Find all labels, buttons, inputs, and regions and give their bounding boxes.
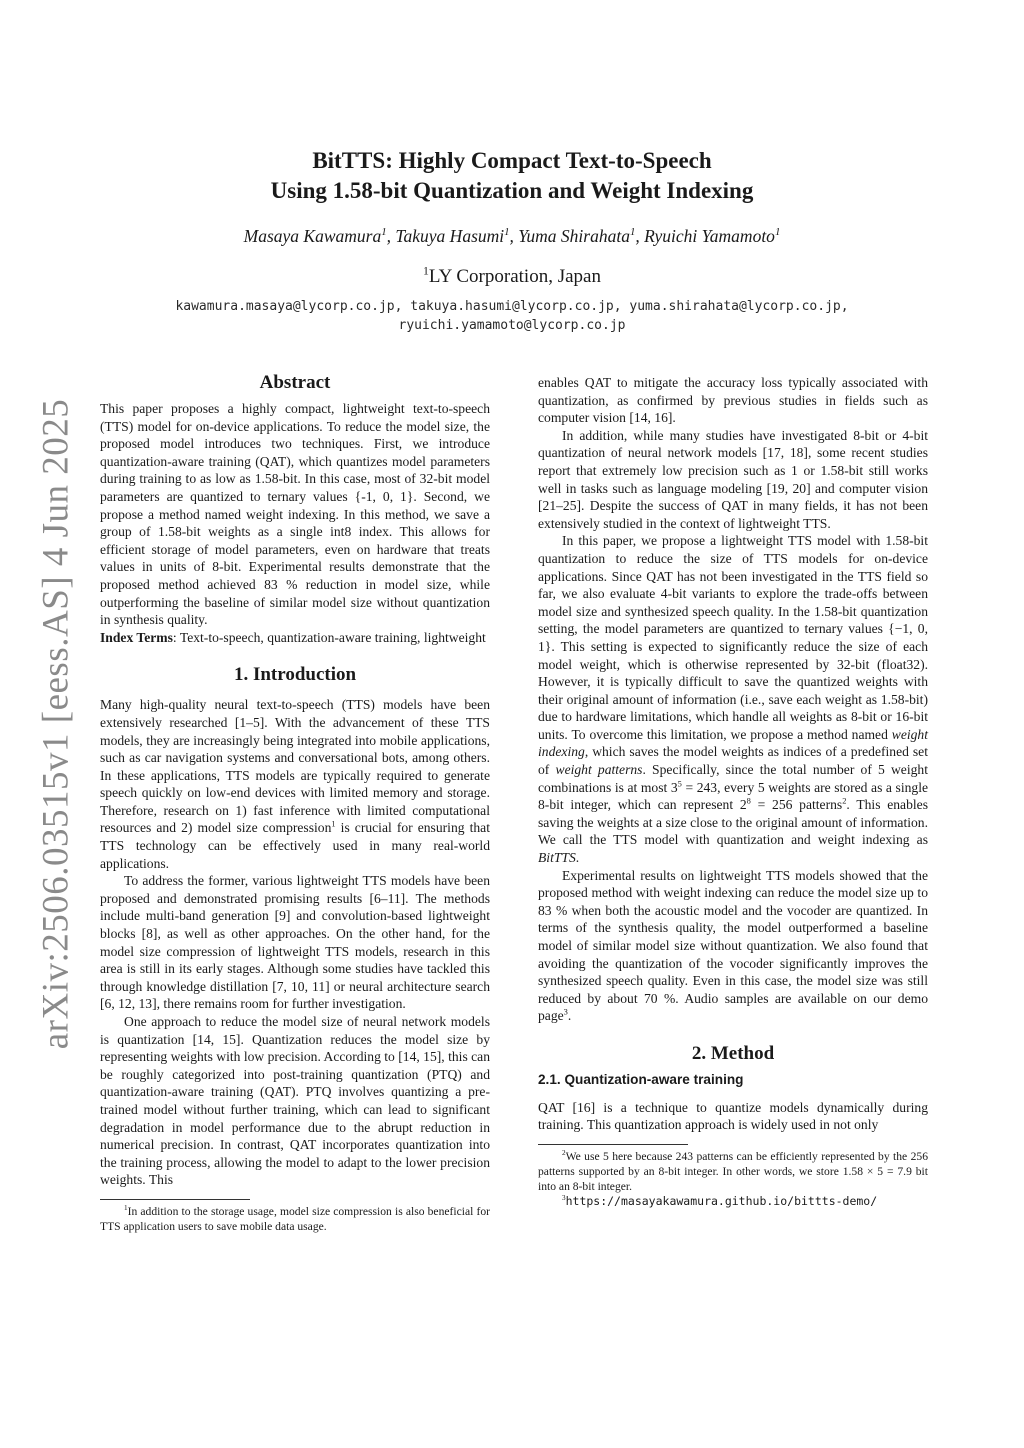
right-p3-text-c: . Specifically, since the total number of 5 weight combinations is at most 3 [538,762,928,795]
affiliation-name: LY Corporation, Japan [428,266,601,287]
index-terms-label: Index Terms [100,629,173,645]
right-paragraph-4 [538,867,928,1025]
intro-paragraph-1 [100,696,490,872]
author-separator: , [386,226,396,246]
intro-heading: 1. Introduction [233,664,357,686]
footnote-rule [538,1144,688,1145]
author-name: Ryuichi Yamamoto [644,226,775,246]
author-emails [60,297,964,335]
footnote-2-marker: 2 [562,1148,566,1157]
title-line-2: Using 1.58-bit Quantization and Weight Indexing [270,178,754,203]
left-column [100,370,490,1234]
term-bittts: BitTTS [538,850,576,866]
arxiv-stamp: arXiv:2506.03515v1 [eess.AS] 4 Jun 2025 [35,398,77,1050]
term-weight-patterns: weight patterns [555,762,643,778]
emails-line-1: kawamura.masaya@lycorp.co.jp, takuya.hasumi@lycorp.co.jp, yuma.shirahata@lycorp.co.jp, [175,299,849,314]
footnote-1-marker: 1 [124,1204,128,1213]
exponent-5: 5 [677,778,682,789]
author-name: Masaya Kawamura [243,226,382,246]
footnote-1 [100,1204,490,1234]
index-terms [100,629,490,647]
footnote-ref-1: 1 [331,818,336,829]
footnote-1-text: In addition to the storage usage, model size compression is also beneficial for TTS application users to save mobile data usage. [100,1204,490,1233]
footnote-rule [100,1199,250,1200]
right-paragraph-2: In addition, while many studies have investigated 8-bit or 4-bit quantization of neural network models [17, 18], some recent studies report that extremely low precision such as 1 or 1.58-bit still works well in tasks such as language modeling [19, 20] and computer vision [21–25]. Despite the success of QAT in many fields, it has not been extensively studied in the context of lightweight TTS. [538,427,928,531]
paper-title [100,146,924,206]
affiliation [100,266,924,288]
term-weight-indexing: weight indexing [538,726,928,760]
method-paragraph-1: QAT [16] is a technique to quantize models dynamically during training. This quantization approach is widely used in not only [538,1099,928,1133]
exponent-8: 8 [746,795,751,806]
title-line-1: BitTTS: Highly Compact Text-to-Speech [312,148,712,173]
right-p3-text-e: = 256 patterns [750,797,843,813]
footnote-2-text: We use 5 here because 243 patterns can be efficiently represented by the 256 patterns supported by an 8-bit integer. In other words, we store 1.58 × 5 = 7.9 bit into an 8-bit integer. [538,1149,928,1193]
author-name: Takuya Hasumi [395,226,505,246]
right-paragraph-1: enables QAT to mitigate the accuracy loss typically associated with quantization, as confirmed by previous studies in fields such as computer vision [14, 16]. [538,375,928,426]
affiliation-sup: 1 [423,264,429,278]
author-list [100,226,924,247]
right-p3-text-g: . [575,850,580,866]
right-p3-text-b: , which saves the model weights as indices of a predefined set of [538,744,928,778]
footnote-3 [538,1194,928,1209]
footnote-ref-3: 3 [563,1006,568,1017]
footnote-2 [538,1149,928,1194]
right-column [538,374,928,1209]
author-affil-sup: 1 [381,226,387,239]
intro-paragraph-3: One approach to reduce the model size of neural network models is quantization [14, 15]. Quantization reduces the model size by representing weights with low precision. According to [14, 15], this can be roughly categorized into post-training quantization (PTQ) and quantization-aware training (QAT). PTQ involves quantizing a pre-trained model without further training, which can lead to significant degradation in model performance due to the abrupt reduction in numerical precision. In contrast, QAT incorporates quantization into the training process, allowing the model to adapt to the lower precision weights. This [100,1014,490,1188]
footnote-3-marker: 3 [562,1193,566,1202]
abstract-heading: Abstract [259,372,331,393]
right-p3-text-d: = 243, every 5 weights are stored as a single 8-bit integer, which can represent 2 [538,779,929,813]
right-p4-text-a: Experimental results on lightweight TTS models showed that the proposed method with weight indexing can reduce the model size up to 83 % when both the acoustic model and the vocoder are quantized. In terms of the synthesis quality, the model outperformed a baseline model of similar model size without quantization. We also found that avoiding the quantization of the vocoder significantly improves the synthesized speech quality. Even in this case, the model size was still reduced by about 70 %. Audio samples are available on our demo page [538,867,928,1024]
right-p4-text-b: . [567,1008,572,1024]
author-separator: , [509,226,519,246]
intro-p1-text-b: is crucial for ensuring that TTS technology can be effectively used in many real-world applications. [100,820,490,871]
right-p3-text-f: . This enables saving the weights at a size close to the original amount of information. We call the TTS model with quantization and weight indexing as [538,797,928,848]
subsection-2-1-heading: 2.1. Quantization-aware training [538,1071,744,1087]
footnote-area-left [100,1199,490,1234]
author-affil-sup: 1 [504,226,510,239]
footnote-ref-2: 2 [842,795,847,806]
demo-page-link[interactable]: https://masayakawamura.github.io/bittts-demo/ [565,1193,878,1208]
right-paragraph-3 [538,532,928,866]
method-heading: 2. Method [691,1042,775,1064]
footnote-area-right [538,1144,928,1209]
author-affil-sup: 1 [629,226,636,239]
author-separator: , [635,226,645,246]
author-name: Yuma Shirahata [518,226,630,246]
emails-line-2: ryuichi.yamamoto@lycorp.co.jp [398,318,626,333]
abstract-text: This paper proposes a highly compact, lightweight text-to-speech (TTS) model for on-device applications. To reduce the model size, the proposed model introduces two techniques. First, we introduce quantization-aware training (QAT), which quantizes model parameters during training to as low as 1.58-bit. In this case, most of 32-bit model parameters are quantized to ternary values {-1, 0, 1}. Second, we propose a method named weight indexing. In this method, we save a group of 1.58-bit weights as a single int8 index. This allows for efficient storage of model parameters, even on hardware that treats values in units of 8-bit. Experimental results demonstrate that the proposed method achieved 83 % reduction in model size, while outperforming the baseline of similar model size without quantization in synthesis quality. [100,401,490,628]
index-terms-text: : Text-to-speech, quantization-aware training, lightweight [172,629,486,645]
intro-p1-text-a: Many high-quality neural text-to-speech (TTS) models have been extensively researched [1–5]. With the advancement of these TTS models, they are increasingly being integrated into mobile applications, such as car navigation systems and conversational bots, among others. In these applications, TTS models are typically required to generate speech quickly on low-end devices with limited memory and storage. Therefore, research on 1) fast inference with limited computational resources and 2) model size compression [100,697,490,836]
right-p3-text-a: In this paper, we propose a lightweight TTS model with 1.58-bit quantization to reduce the size of TTS models for on-device applications. Since QAT has not been investigated in the TTS field so far, we also evaluate 4-bit variants to explore the trade-offs between model size and synthesized speech quality. In the 1.58-bit quantization setting, the model parameters are quantized to ternary values {−1, 0, 1}. This setting is expected to significantly reduce the size of each model weight, which is otherwise represented by 32-bit (float32). However, it is typically difficult to save the quantized weights with their original amount of information (i.e., save each weight as 1.58-bit) due to hardware limitations, which handle all weights as 8-bit or 16-bit units. To overcome this limitation, we propose a method named [538,533,928,742]
intro-paragraph-2: To address the former, various lightweight TTS models have been proposed and demonstrated promising results [6–11]. The methods include multi-band generation [9] and convolution-based lightweight blocks [8], as well as other approaches. On the other hand, for the model size compression of lightweight TTS models, research in this area is still in its early stages. Although some studies have tackled this through knowledge distillation [7, 10, 11] or neural architecture search [6, 12, 13], there remains room for further investigation. [100,873,490,1012]
author-affil-sup: 1 [774,226,781,239]
